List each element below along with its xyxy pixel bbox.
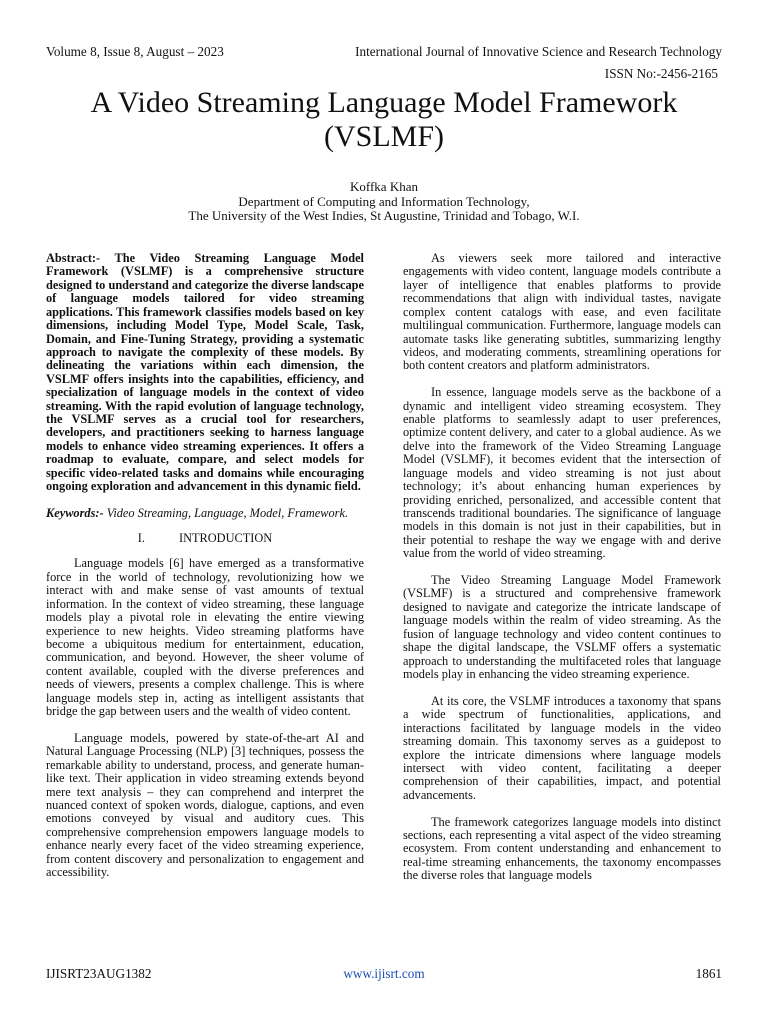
volume-issue: Volume 8, Issue 8, August – 2023 (46, 44, 224, 59)
running-footer (46, 966, 722, 982)
paragraph: Language models, powered by state-of-the-art AI and Natural Language Processing (NLP) [3] techniques, possess the remarkable ability to understand, process, and generate human-like text. Their application in video streaming extends beyond mere text analysis – they can comprehend and interpret the nuanced context of spoken words, dialogue, captions, and even emotions conveyed by visual and auditory cues. This comprehensive comprehension empowers language models to enhance nearly every facet of the video streaming experience, from content discovery and personalization to engagement and accessibility. (46, 730, 364, 880)
section-title: INTRODUCTION (178, 531, 273, 546)
running-header (46, 44, 722, 60)
keywords-label: Keywords:- (46, 505, 104, 520)
author-block (40, 180, 728, 224)
paragraph: At its core, the VSLMF introduces a taxonomy that spans a wide spectrum of functionalities, applications, and interactions facilitated by language models in the video streaming domain. This taxonomy serves as a guidepost to explore the intricate dimensions where language models intersect with video content, facilitating a deeper comprehension of their capabilities, impact, and potential advancements. (403, 693, 721, 802)
page-number: 1861 (695, 966, 722, 981)
paragraph: In essence, language models serve as the backbone of a dynamic and intelligent video streaming ecosystem. They enable platforms to seamlessly adapt to user preferences, optimize content delivery, and cater to a global audience. As we delve into the framework of the Video Streaming Language Model (VSLMF), it becomes evident that the intersection of language models and video streaming is not just about technology; it’s about enhancing human experiences by providing enriched, personalized, and accessible content that transcends traditional boundaries. The significance of language models in this domain is not just in their capabilities, but in their potential to reshape the way we engage with and derive value from the world of video streaming. (403, 385, 721, 561)
keywords (46, 507, 364, 520)
author-affiliation: The University of the West Indies, St Augustine, Trinidad and Tobago, W.I. (188, 208, 580, 223)
paragraph: As viewers seek more tailored and interactive engagements with video content, language models contribute a layer of intelligence that enables platforms to provide recommendations that align with individual tastes, navigate complex content catalogs with ease, and even facilitate multilingual communication. Furthermore, language models can automate tasks like generating subtitles, summarizing lengthy videos, and moderating comments, streamlining operations for both content creators and platform administrators. (403, 251, 721, 373)
paper-code: IJISRT23AUG1382 (46, 966, 152, 981)
section-heading-introduction (46, 532, 364, 545)
paragraph: The Video Streaming Language Model Framework (VSLMF) is a structured and comprehensive framework designed to navigate and categorize the intricate landscape of language models within the realm of video streaming. As the fusion of language technology and video content continues to shape the digital landscape, the VSLMF offers a systematic approach to understanding the multifaceted roles that language models play in enhancing the video streaming experience. (403, 573, 721, 682)
paragraph: Language models [6] have emerged as a transformative force in the world of technology, revolutionizing how we interact with and make sense of vast amounts of textual information. In the context of video streaming, these language models play a pivotal role in elevating the entire viewing experience to new heights. Video streaming platforms have become a ubiquitous medium for entertainment, education, communication, and beyond. However, the sheer volume of content available, coupled with the diverse preferences and needs of viewers, presents a complex challenge. This is where language models step in, acting as intelligent assistants that bridge the gap between users and the wealth of video content. (46, 556, 364, 719)
keywords-text: Video Streaming, Language, Model, Framework. (103, 505, 349, 520)
issn-number: ISSN No:-2456-2165 (604, 66, 718, 81)
section-number: I. (137, 531, 145, 546)
abstract: Abstract:- The Video Streaming Language Model Framework (VSLMF) is a comprehensive structure designed to understand and categorize the diverse landscape of language models tailored for video streaming applications. This framework classifies models based on key dimensions, including Model Type, Model Scale, Task, Domain, and Fine-Tuning Strategy, providing a systematic approach to navigate the complexity of these models. By delineating the variations within each dimension, the VSLMF offers insights into the capabilities, efficiency, and specialization of language models in the context of video streaming. With the rapid evolution of language technology, the VSLMF serves as a crucial tool for researchers, developers, and practitioners seeking to harness language models to enhance video streaming experiences. It offers a roadmap to evaluate, compare, and select models for specific video-related tasks and domains while encouraging ongoing exploration and advancement in this dynamic field. (46, 251, 364, 494)
paragraph: The framework categorizes language models into distinct sections, each representing a vital aspect of the video streaming ecosystem. From content understanding and enhancement to real-time streaming enhancements, the taxonomy encompasses the diverse roles that language models (403, 814, 721, 883)
left-column (46, 252, 364, 880)
author-department: Department of Computing and Information Technology, (238, 193, 530, 209)
right-column (403, 252, 721, 883)
journal-name: International Journal of Innovative Science and Research Technology (355, 44, 722, 59)
paper-title: A Video Streaming Language Model Framework (VSLMF) (90, 86, 678, 153)
author-name: Koffka Khan (350, 179, 418, 194)
journal-website-link[interactable]: www.ijisrt.com (343, 966, 425, 981)
